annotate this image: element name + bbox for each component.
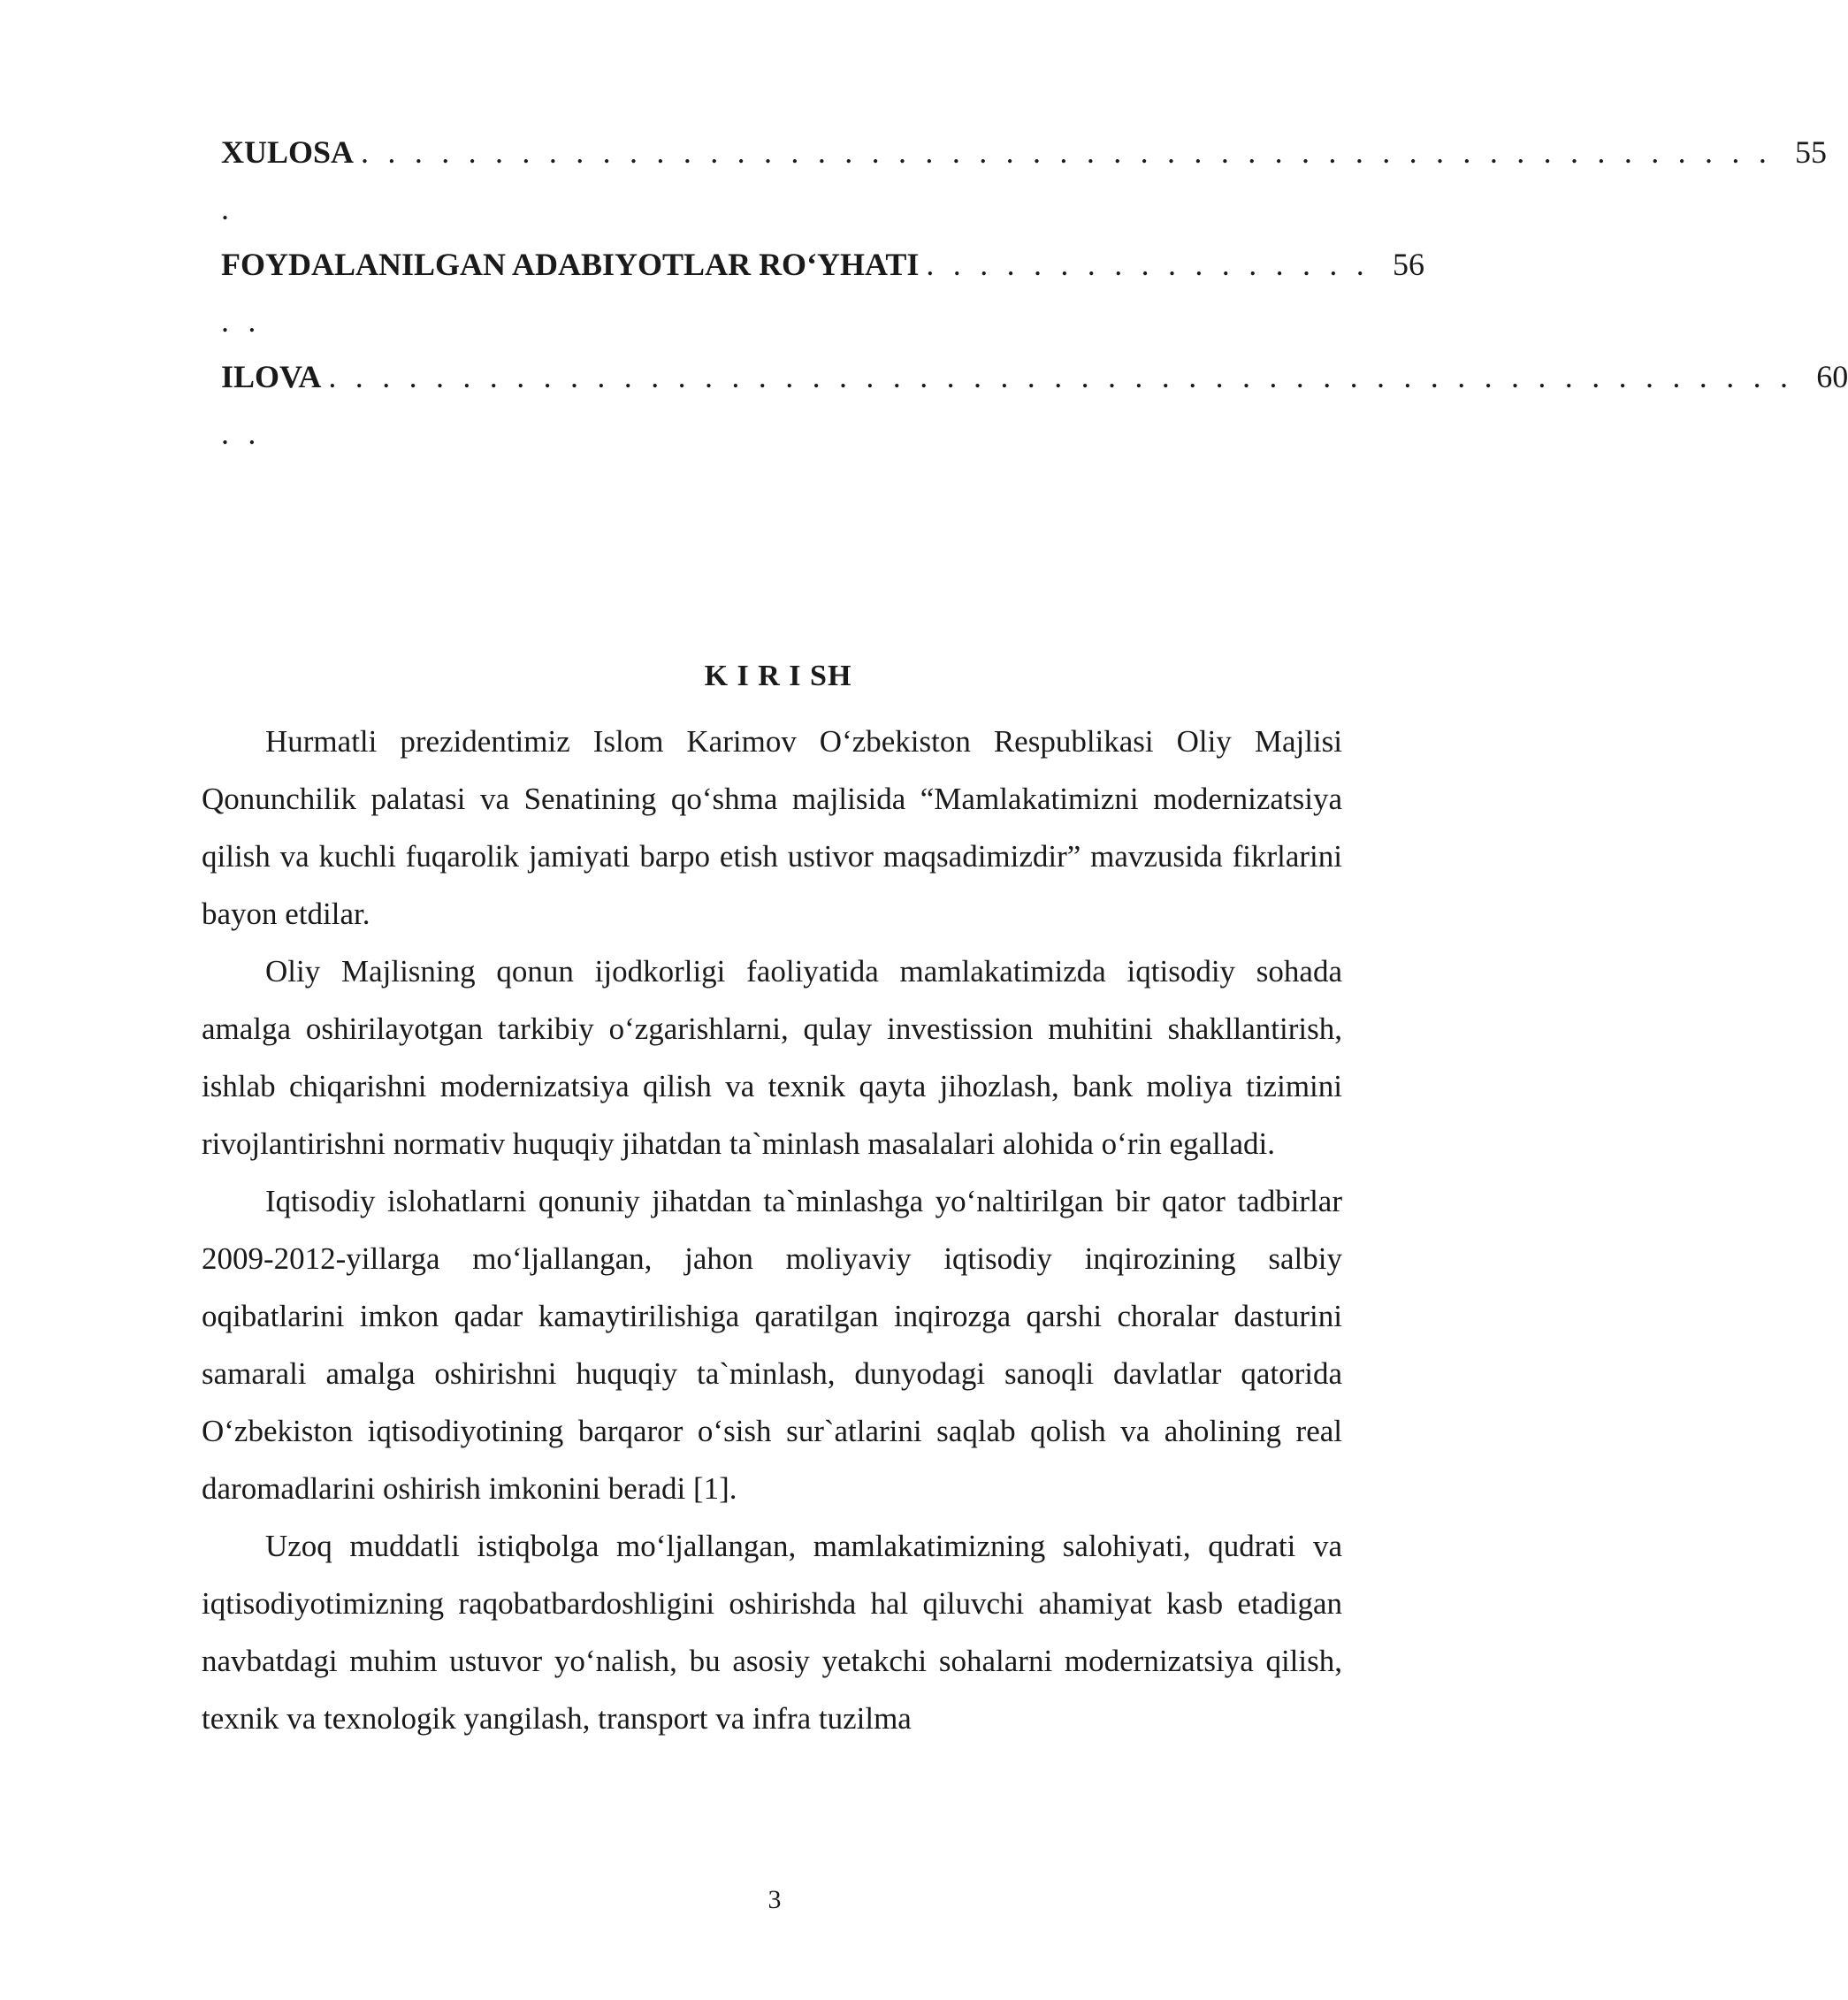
toc-line [221,357,1848,396]
section-body [202,713,1342,1747]
toc-entry-adabiyotlar[interactable] [221,245,1425,357]
section-heading: K I R I SH [704,660,852,692]
toc-leader-continuation: . . [221,416,262,451]
toc-title: XULOSA [221,134,355,170]
toc-leader-dots: . . . . . . . . . . . . . . . . . . . . . . . . . . . . . . . . . . . . . . . . . . . . . . . . . . . . . [361,134,1773,170]
toc-title: ILOVA [221,359,322,394]
toc-page-number: 55 [1795,134,1828,170]
toc-title: FOYDALANILGAN ADABIYOTLAR RO‘YHATI [221,247,920,282]
paragraph: Oliy Majlisning qonun ijodkorligi faoliyatida mamlakatimizda iqtisodiy sohada amalga oshirilayotgan tarkibiy o‘zgarishlarni, qulay investission muhitini shakllantirish, ishlab chiqarishni modernizatsiya qilish va texnik qayta jihozlash, bank moliya tizimini rivojlantirishni normativ huquqiy jihatdan ta`minlash masalalari alohida o‘rin egalladi. [202,954,1342,1161]
toc-entry-xulosa[interactable] [221,133,1828,245]
toc-page-number: 56 [1393,247,1425,282]
toc-line [221,133,1828,172]
toc-leader-continuation: . [221,191,235,226]
toc-line [221,245,1425,284]
paragraph: Hurmatli prezidentimiz Islom Karimov O‘zbekiston Respublikasi Oliy Majlisi Qonunchilik palatasi va Senatining qo‘shma majlisida “Mamlakatimizni modernizatsiya qilish va kuchli fuqarolik jamiyati barpo etish ustivor maqsadimizdir” mavzusida fikrlarini bayon etdilar. [202,724,1342,931]
table-of-contents [221,133,1848,469]
paragraph: Iqtisodiy islohatlarni qonuniy jihatdan ta`minlashga yo‘naltirilgan bir qator tadbirlar 2009-2012-yillarga mo‘ljallangan, jahon moliyaviy iqtisodiy inqirozining salbiy oqibatlarini imkon qadar kamaytirilishiga qaratilgan inqirozga qarshi choralar dasturini samarali amalga oshirishni huquqiy ta`minlash, dunyodagi sanoqli davlatlar qatorida O‘zbekiston iqtisodiyotining barqaror o‘sish sur`atlarini saqlab qolish va aholining real daromadlarini oshirish imkonini beradi [1]. [202,1184,1342,1506]
paragraph: Uzoq muddatli istiqbolga mo‘ljallangan, mamlakatimizning salohiyati, qudrati va iqtisodiyotimizning raqobatbardoshligini oshirishda hal qiluvchi ahamiyat kasb etadigan navbatdagi muhim ustuvor yo‘nalish, bu asosiy yetakchi sohalarni modernizatsiya qilish, texnik va texnologik yangilash, transport va infra tuzilma [202,1529,1342,1736]
page-number: 3 [767,1885,782,1914]
toc-leader-dots: . . . . . . . . . . . . . . . . . [926,247,1371,282]
toc-leader-dots: . . . . . . . . . . . . . . . . . . . . . . . . . . . . . . . . . . . . . . . . . . . . . . . . . . . . . . . [328,359,1794,394]
toc-leader-continuation: . . [221,303,262,339]
toc-page-number: 60 [1816,359,1848,394]
toc-entry-ilova[interactable] [221,357,1848,469]
